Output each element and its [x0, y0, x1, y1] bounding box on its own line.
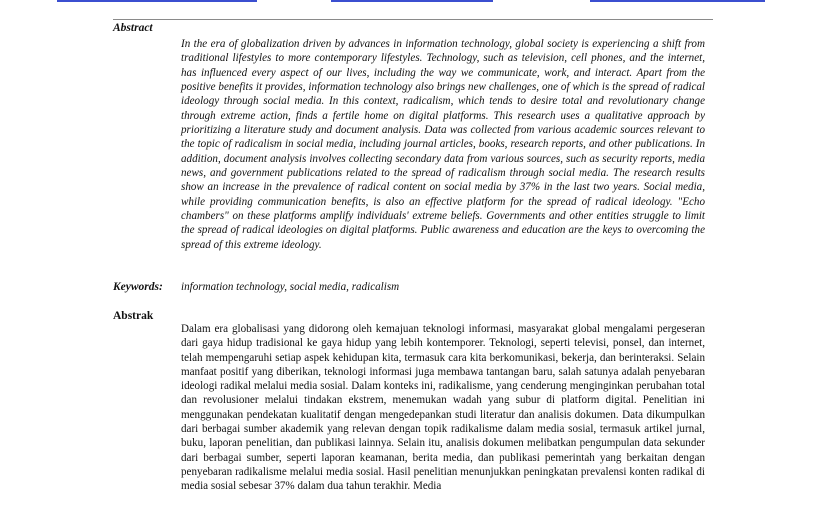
abstrak-heading: Abstrak	[113, 310, 154, 322]
abstrak-body	[181, 322, 705, 494]
section-divider	[113, 19, 713, 20]
abstract-body	[181, 37, 705, 252]
abstract-heading: Abstract	[113, 22, 153, 34]
abstrak-paragraph: Dalam era globalisasi yang didorong oleh kemajuan teknologi informasi, masyarakat global mengalami pergeseran dari gaya hidup tradisional ke gaya hidup yang lebih kontemporer. Teknologi, seperti televisi, ponsel, dan internet, telah mempengaruhi setiap aspek kehidupan kita, termasuk cara kita berkomunikasi, bekerja, dan berinteraksi. Selain manfaat positif yang diberikan, teknologi informasi juga membawa tantangan baru, salah satunya adalah penyebaran ideologi radikal melalui media sosial. Dalam konteks ini, radikalisme, yang cenderung menginginkan perubahan total dan revolusioner melalui tindakan ekstrem, menemukan wadah yang subur di platform digital. Penelitian ini menggunakan pendekatan kualitatif dengan mengedepankan studi literatur dan analisis dokumen. Data dikumpulkan dari berbagai sumber akademik yang relevan dengan topik radikalisme dalam media sosial, termasuk artikel jurnal, buku, laporan penelitian, dan publikasi lainnya. Selain itu, analisis dokumen melibatkan pengumpulan data sekunder dari berbagai sumber, seperti laporan keamanan, berita media, dan publikasi pemerintah yang berkaitan dengan penyebaran radikalisme melalui media sosial. Hasil penelitian menunjukkan peningkatan prevalensi konten radikal di media sosial sebesar 37% dalam dua tahun terakhir. Media	[181, 323, 705, 493]
author-email-link[interactable]	[331, 0, 493, 2]
keywords-heading: Keywords:	[113, 281, 163, 293]
abstract-paragraph: In the era of globalization driven by advances in information technology, global society is experiencing a shift from traditional lifestyles to more contemporary lifestyles. Technology, such as television, cell phones, and the internet, has influenced every aspect of our lives, including the way we communicate, work, and interact. Apart from the positive benefits it provides, information technology also brings new challenges, one of which is the spread of radical ideology through social media. In this context, radicalism, which tends to desire total and revolutionary change through extreme action, finds a fertile home on digital platforms. This research uses a qualitative approach by prioritizing a literature study and document analysis. Data was collected from various academic sources relevant to the topic of radicalism in social media, including journal articles, books, research reports, and other publications. In addition, document analysis involves collecting secondary data from various sources, such as security reports, media news, and government publications related to the spread of radicalism through social media. The research results show an increase in the prevalence of radical content on social media by 37% in the last two years. Social media, while providing communication benefits, is also an effective platform for the spread of radical ideology. "Echo chambers" on these platforms amplify individuals' extreme beliefs. Governments and other entities struggle to limit the spread of radical ideologies on digital platforms. Public awareness and education are the keys to overcoming the spread of this extreme ideology.	[181, 38, 705, 251]
header-links	[0, 0, 825, 6]
keywords-list: information technology, social media, radicalism	[181, 281, 400, 293]
author-email-link[interactable]	[590, 0, 765, 2]
author-email-link[interactable]	[57, 0, 257, 2]
